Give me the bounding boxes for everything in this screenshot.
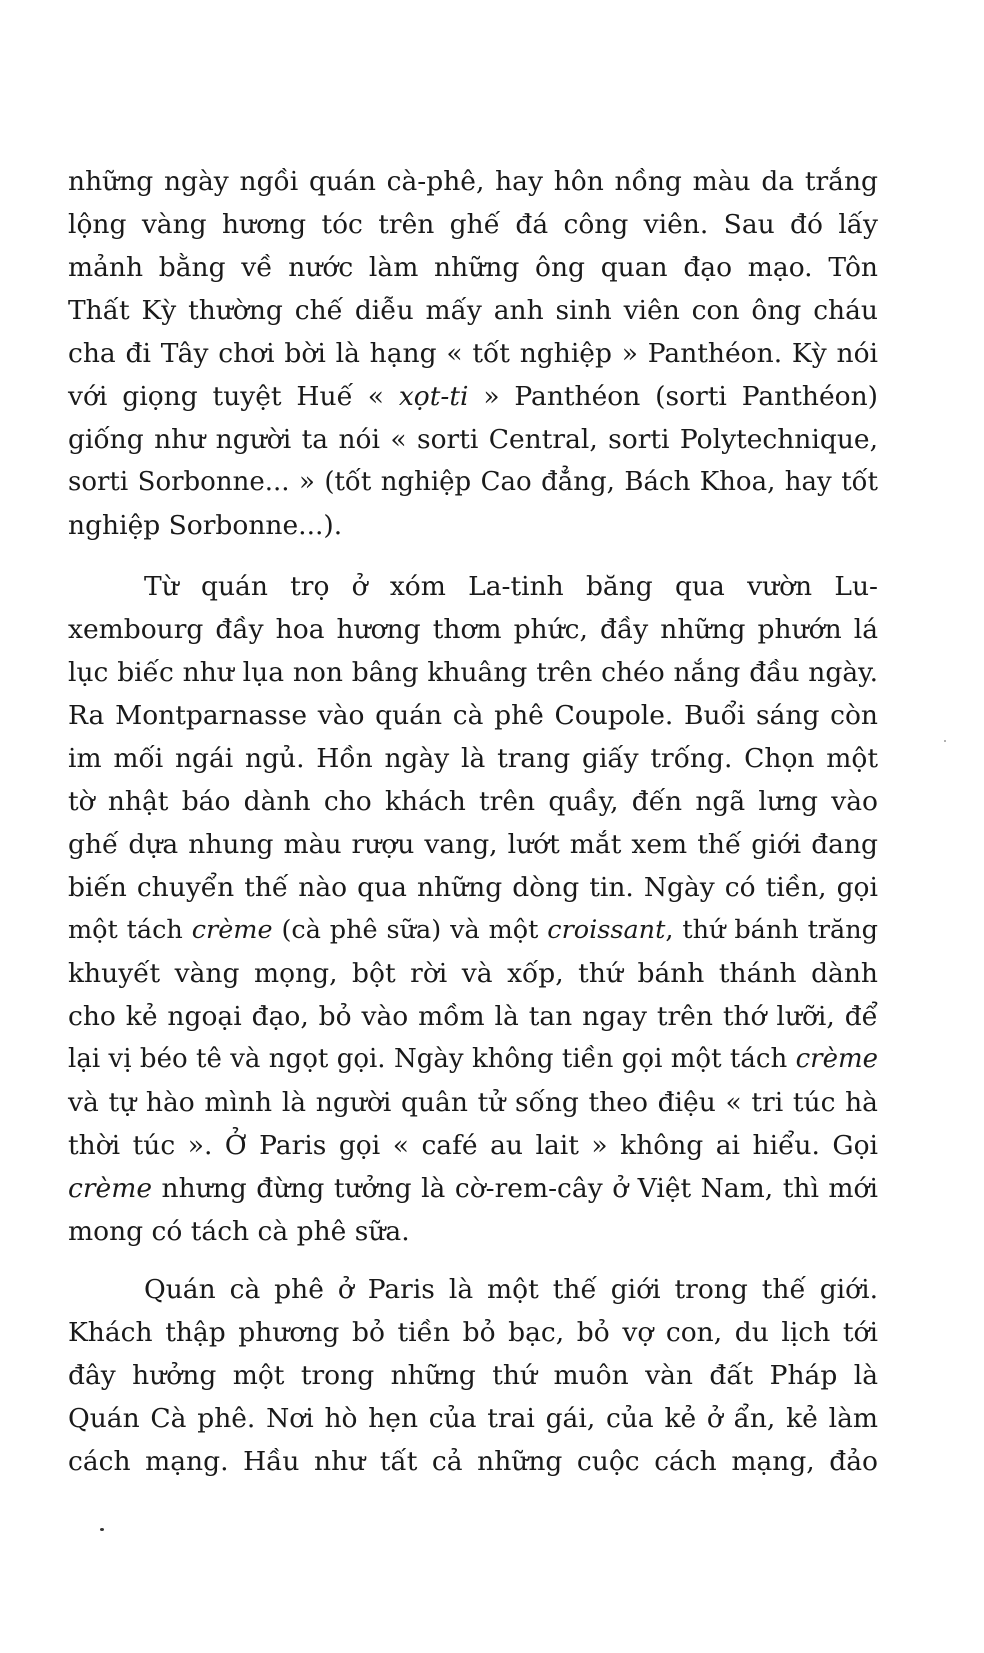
paragraph-1 xyxy=(68,160,878,547)
text-line: Khách thập phương bỏ tiền bỏ bạc, bỏ vợ con, du lịch tới xyxy=(68,1317,878,1348)
text-line: lục biếc như lụa non bâng khuâng trên chéo nắng đầu ngày. xyxy=(68,657,878,688)
text-line: ghế dựa nhung màu rượu vang, lướt mắt xem thế giới đang xyxy=(68,829,878,860)
scan-speck xyxy=(944,740,946,742)
text-line: mảnh bằng về nước làm những ông quan đạo mạo. Tôn xyxy=(68,252,878,283)
scan-speck xyxy=(100,1528,104,1531)
text-line: những ngày ngồi quán cà-phê, hay hôn nồng màu da trắng xyxy=(68,166,878,197)
text-line: biến chuyển thế nào qua những dòng tin. Ngày có tiền, gọi xyxy=(68,872,878,903)
text-line: lại vị béo tê và ngọt gọi. Ngày không tiền gọi một tách crème xyxy=(68,1044,878,1074)
text-line: với giọng tuyệt Huế « xọt-ti » Panthéon (sorti Panthéon) xyxy=(68,381,878,412)
text-line: thời túc ». Ở Paris gọi « café au lait » không ai hiểu. Gọi xyxy=(68,1130,878,1161)
text-line: cho kẻ ngoại đạo, bỏ vào mồm là tan ngay trên thớ lưỡi, để xyxy=(68,1001,878,1032)
text-line: Quán cà phê ở Paris là một thế giới trong thế giới. xyxy=(144,1274,878,1305)
paragraph-2 xyxy=(68,565,878,1253)
text-line: giống như người ta nói « sorti Central, sorti Polytechnique, xyxy=(68,424,878,455)
text-line: Quán Cà phê. Nơi hò hẹn của trai gái, của kẻ ở ẩn, kẻ làm xyxy=(68,1403,878,1434)
text-line: Thất Kỳ thường chế diễu mấy anh sinh viên con ông cháu xyxy=(68,295,878,326)
text-line: đây hưởng một trong những thứ muôn vàn đất Pháp là xyxy=(68,1360,878,1391)
text-line: mong có tách cà phê sữa. xyxy=(68,1216,410,1247)
text-line: Từ quán trọ ở xóm La-tinh băng qua vườn Lu- xyxy=(144,571,878,602)
text-line: một tách crème (cà phê sữa) và một croissant, thứ bánh trăng xyxy=(68,915,878,945)
text-line: tờ nhật báo dành cho khách trên quầy, đến ngã lưng vào xyxy=(68,786,878,817)
text-line: Ra Montparnasse vào quán cà phê Coupole. Buổi sáng còn xyxy=(68,700,878,731)
text-line: xembourg đầy hoa hương thơm phức, đầy những phướn lá xyxy=(68,614,878,645)
text-line: crème nhưng đừng tưởng là cờ-rem-cây ở Việt Nam, thì mới xyxy=(68,1173,878,1204)
text-line: cha đi Tây chơi bời là hạng « tốt nghiệp » Panthéon. Kỳ nói xyxy=(68,338,878,369)
text-line: im mối ngái ngủ. Hồn ngày là trang giấy trống. Chọn một xyxy=(68,743,878,774)
text-line: sorti Sorbonne... » (tốt nghiệp Cao đẳng, Bách Khoa, hay tốt xyxy=(68,467,878,497)
paragraph-3 xyxy=(68,1268,878,1483)
text-line: nghiệp Sorbonne...). xyxy=(68,510,343,541)
text-line: khuyết vàng mọng, bột rời và xốp, thứ bánh thánh dành xyxy=(68,958,878,989)
text-line: cách mạng. Hầu như tất cả những cuộc cách mạng, đảo xyxy=(68,1446,878,1477)
text-line: và tự hào mình là người quân tử sống theo điệu « tri túc hà xyxy=(68,1087,878,1118)
text-line: lộng vàng hương tóc trên ghế đá công viên. Sau đó lấy xyxy=(68,209,878,240)
